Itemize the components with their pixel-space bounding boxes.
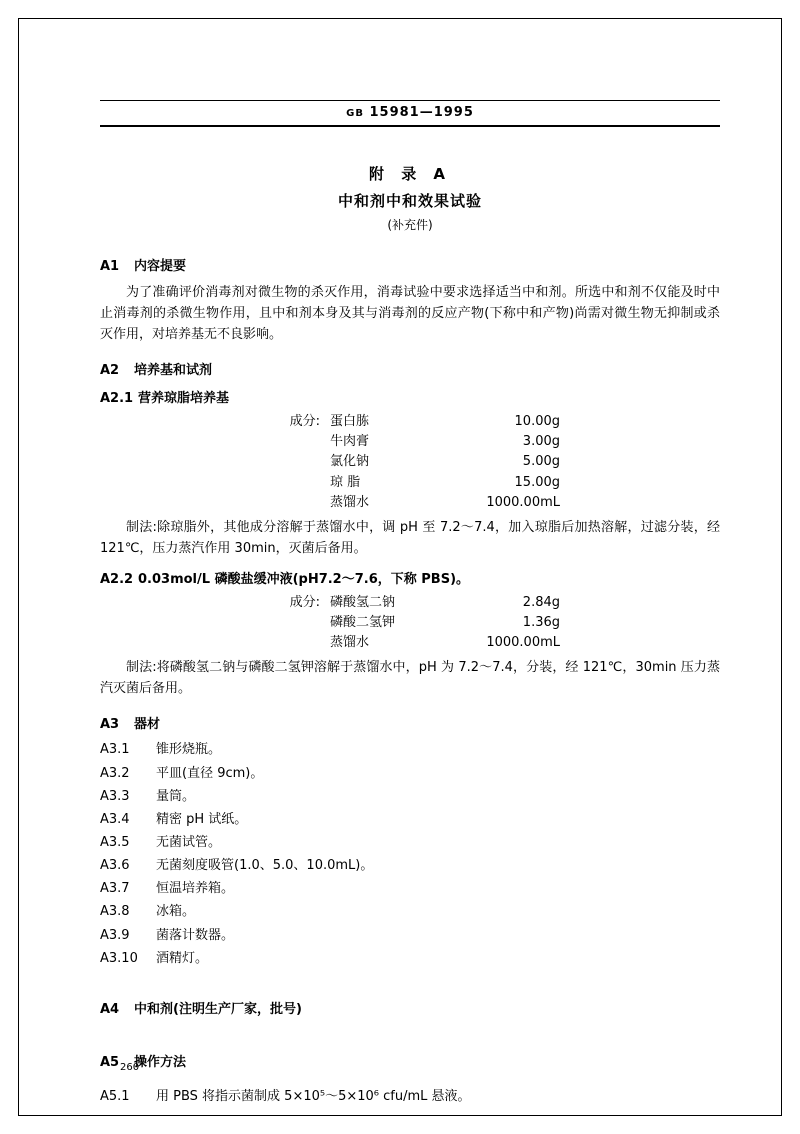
recipe-pbs: [100, 593, 720, 653]
recipe-label-empty: [100, 633, 330, 653]
section-a2-2-number: A2.2: [100, 571, 134, 587]
recipe-label: 成分:: [289, 594, 320, 610]
list-item-text: 无菌试管。: [156, 835, 222, 851]
list-item: [100, 740, 720, 760]
recipe-item-name: 氯化钠: [330, 454, 370, 470]
recipe-item-value: 1000.00mL: [486, 635, 560, 651]
section-a4-heading: [100, 998, 720, 1017]
section-a1-paragraph: 为了准确评价消毒剂对微生物的杀灭作用，消毒试验中要求选择适当中和剂。所选中和剂不仅能及时中止消毒剂的杀微生物作用，且中和剂本身及其与消毒剂的反应产物(下称中和产物)尚需对微生物无抑制或杀灭作用，对培养基无不良影响。: [100, 285, 720, 343]
section-a3-title: 器材: [134, 717, 161, 733]
standard-header: [100, 101, 720, 125]
list-item-text: 精密 pH 试纸。: [156, 811, 248, 827]
recipe-item-value: 10.00g: [514, 414, 560, 430]
list-item: [100, 926, 720, 946]
list-item-number: A3.3: [100, 788, 130, 804]
list-item: [100, 1087, 720, 1107]
recipe-item-name: 蛋白胨: [330, 414, 370, 430]
recipe-item-value: 15.00g: [514, 474, 560, 490]
list-item-text: 恒温培养箱。: [156, 881, 235, 897]
list-item-text: 用 PBS 将指示菌制成 5×10⁵～5×10⁶ cfu/mL 悬液。: [156, 1088, 471, 1104]
page-number: 260: [120, 1062, 140, 1073]
list-item: [100, 810, 720, 830]
section-a1-title: 内容提要: [134, 259, 187, 274]
recipe-item-value: 1.36g: [522, 615, 560, 631]
page-content: [100, 100, 720, 1110]
recipe-item-value: 2.84g: [522, 594, 560, 610]
section-a1-number: A1: [100, 259, 120, 274]
recipe-row: [100, 432, 720, 452]
section-a2-1-number: A2.1: [100, 391, 134, 407]
section-a2-2-title: 0.03mol/L 磷酸盐缓冲液(pH7.2～7.6，下称 PBS)。: [138, 571, 470, 587]
section-a5-list: [100, 1087, 720, 1107]
recipe-row: [100, 633, 720, 653]
section-a5-heading: [100, 1051, 720, 1070]
list-item-number: A3.8: [100, 904, 130, 920]
header-rule-bottom: [100, 125, 720, 127]
recipe-label-empty: [100, 432, 330, 452]
list-item-number: A3.1: [100, 742, 130, 758]
list-item-number: A5.1: [100, 1088, 130, 1104]
list-item-number: A3.10: [100, 950, 138, 966]
appendix-title: 附 录 A: [368, 165, 452, 183]
list-item-text: 锥形烧瓶。: [156, 742, 222, 758]
list-item-number: A3.9: [100, 927, 130, 943]
recipe-item-value: 1000.00mL: [486, 494, 560, 510]
list-item-text: 冰箱。: [156, 904, 196, 920]
section-a3-number: A3: [100, 717, 120, 733]
recipe-label: 成分:: [289, 414, 320, 430]
section-a2-2-heading: [100, 568, 720, 587]
list-item-number: A3.4: [100, 811, 130, 827]
appendix-note: (补充件): [387, 218, 433, 232]
recipe-item-name: 磷酸二氢钾: [330, 615, 396, 631]
section-a5-number: A5: [100, 1054, 120, 1070]
section-a2-heading: [100, 359, 720, 378]
recipe-label-empty: [100, 452, 330, 472]
list-item-text: 无菌刻度吸管(1.0、5.0、10.0mL)。: [156, 858, 374, 874]
standard-prefix: GB: [346, 108, 364, 119]
section-a4-number: A4: [100, 1001, 120, 1017]
recipe-row: [100, 412, 720, 432]
list-item: [100, 879, 720, 899]
recipe-row: [100, 593, 720, 613]
recipe-row: [100, 613, 720, 633]
section-a2-1-heading: [100, 387, 720, 406]
recipe-label-empty: [100, 473, 330, 493]
recipe-item-value: 3.00g: [522, 434, 560, 450]
list-item: [100, 833, 720, 853]
recipe-item-name: 蒸馏水: [330, 494, 370, 510]
list-item-text: 量筒。: [156, 788, 196, 804]
recipe-nutrient-agar: [100, 412, 720, 513]
list-item: [100, 787, 720, 807]
section-a5-title: 操作方法: [134, 1054, 187, 1070]
list-item-number: A3.7: [100, 881, 130, 897]
section-a2-1-method: 制法:除琼脂外，其他成分溶解于蒸馏水中，调 pH 至 7.2～7.4，加入琼脂后加热溶解，过滤分装，经121℃，压力蒸汽作用 30min，灭菌后备用。: [100, 519, 720, 556]
list-item: [100, 856, 720, 876]
list-item-text: 酒精灯。: [156, 950, 209, 966]
appendix-subtitle: 中和剂中和效果试验: [337, 192, 482, 210]
list-item-text: 菌落计数器。: [156, 927, 235, 943]
section-a3-list: [100, 740, 720, 968]
list-item: [100, 764, 720, 784]
list-item-text: 平皿(直径 9cm)。: [156, 765, 264, 781]
recipe-item-value: 5.00g: [522, 454, 560, 470]
section-a2-title: 培养基和试剂: [134, 363, 213, 379]
section-a2-1-title: 营养琼脂培养基: [138, 391, 230, 407]
section-a2-number: A2: [100, 363, 120, 379]
recipe-item-name: 蒸馏水: [330, 635, 370, 651]
recipe-item-name: 牛肉膏: [330, 434, 370, 450]
list-item: [100, 949, 720, 969]
list-item-number: A3.6: [100, 858, 130, 874]
section-a4-title: 中和剂(注明生产厂家，批号): [134, 1001, 302, 1017]
list-item-number: A3.5: [100, 835, 130, 851]
recipe-item-name: 磷酸氢二钠: [330, 594, 396, 610]
recipe-label-empty: [100, 493, 330, 513]
list-item-number: A3.2: [100, 765, 130, 781]
recipe-row: [100, 493, 720, 513]
recipe-row: [100, 473, 720, 493]
section-a2-2-method: 制法:将磷酸氢二钠与磷酸二氢钾溶解于蒸馏水中，pH 为 7.2～7.4，分装，经 121℃，30min 压力蒸汽灭菌后备用。: [100, 660, 720, 697]
list-item: [100, 902, 720, 922]
recipe-item-name: 琼 脂: [330, 474, 361, 490]
standard-number: 15981—1995: [363, 105, 474, 120]
section-a3-heading: [100, 713, 720, 732]
section-a1-heading: [100, 255, 720, 274]
recipe-label-empty: [100, 613, 330, 633]
recipe-row: [100, 452, 720, 472]
